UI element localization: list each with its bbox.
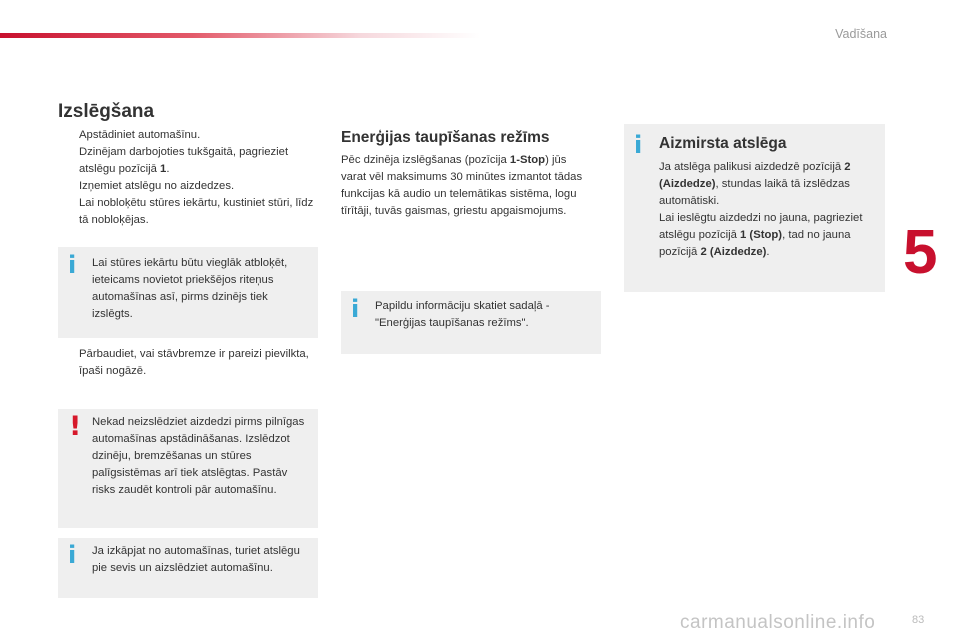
info-box xyxy=(58,538,318,598)
section-title: Vadīšana xyxy=(835,27,887,41)
info-box-text: Lai stūres iekārtu būtu vieglāk atbloķēt, ieteicams novietot priekšējos riteņus automašīnas asī, pirms dzinējs tiek izslēgts. xyxy=(92,257,288,320)
list-item: Izņemiet atslēgu no aizdedzes. xyxy=(79,180,235,192)
page-number: 83 xyxy=(912,614,925,626)
info-icon: i xyxy=(68,541,77,569)
info-icon: i xyxy=(68,251,77,279)
steps-list xyxy=(60,127,322,229)
info-box xyxy=(341,291,601,354)
info-box-text: Ja izkāpjat no automašīnas, turiet atslēgu pie sevis un aizslēdziet automašīnu. xyxy=(92,545,300,574)
warning-icon: ! xyxy=(69,411,82,442)
energy-saving-paragraph: Pēc dzinēja izslēgšanas (pozīcija 1-Stop) jūs varat vēl maksimums 30 minūtes izmantot tādas funkcijas kā audio un telemātikas sistēma, logu tīrītāji, tuvās gaismas, griestu apgaismojums. xyxy=(341,154,583,217)
section-heading: Aizmirsta atslēga xyxy=(659,135,787,152)
info-box xyxy=(58,247,318,338)
warning-box-text: Nekad neizslēdziet aizdedzi pirms pilnīgas automašīnas apstādināšanas. Izslēdzot dzinēju, bremzēšanas un stūres palīgsistēmas arī tiek atslēgtas. Pastāv risks zaudēt kontroli pār automašīnu. xyxy=(92,416,305,496)
list-item: Apstādiniet automašīnu. xyxy=(79,129,201,141)
header-accent-bar xyxy=(0,33,480,38)
watermark: carmanualsonline.info xyxy=(680,612,876,633)
chapter-number: 5 xyxy=(903,218,938,287)
warning-box xyxy=(58,409,318,528)
list-item: Pārbaudiet, vai stāvbremze ir pareizi pievilkta, īpaši nogāzē. xyxy=(79,348,309,377)
steps-list-2 xyxy=(60,346,322,380)
info-icon: i xyxy=(634,131,643,159)
info-box-text: Papildu informāciju skatiet sadaļā - "Enerģijas taupīšanas režīms". xyxy=(375,300,550,329)
list-item: Lai nobloķētu stūres iekārtu, kustiniet stūri, līdz tā nobloķējas. xyxy=(79,197,314,226)
forgotten-key-text: Ja atslēga palikusi aizdedzē pozīcijā 2 (Aizdedze), stundas laikā tā izslēdzas automātiski. Lai ieslēgtu aizdedzi no jauna, pagrieziet atslēgu pozīcijā 1 (Stop), tad no jauna pozīcijā 2 (Aizdedze). xyxy=(659,161,863,258)
list-item: Dzinējam darbojoties tukšgaitā, pagrieziet atslēgu pozīcijā 1. xyxy=(79,146,289,175)
forgotten-key-box xyxy=(624,124,885,292)
section-heading: Enerģijas taupīšanas režīms xyxy=(341,129,550,146)
info-icon: i xyxy=(351,295,360,323)
page-title: Izslēgšana xyxy=(58,101,155,122)
